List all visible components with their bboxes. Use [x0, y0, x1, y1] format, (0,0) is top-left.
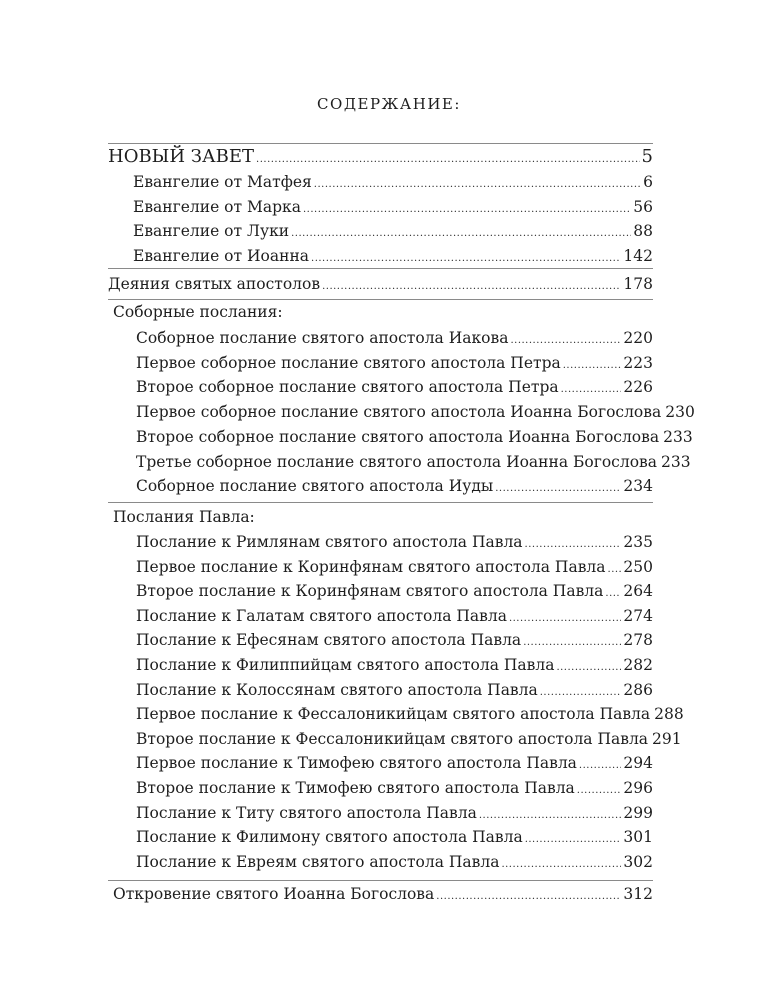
toc-entry [133, 173, 653, 191]
toc-entry-page: 274 [623, 606, 653, 625]
leader-dots [303, 204, 631, 215]
toc-entry [136, 729, 682, 748]
toc-entry-label: Первое послание к Коринфянам святого апостола Павла [136, 557, 606, 576]
toc-entry-page: 56 [633, 197, 653, 216]
toc-entry-label: Евангелие от Луки [133, 222, 290, 240]
leader-dots [291, 228, 631, 239]
toc-entry-page: 230 [665, 403, 695, 422]
separator [108, 268, 653, 269]
toc-entry-page: 278 [623, 631, 653, 650]
leader-dots [525, 539, 622, 550]
toc-entry-page: 142 [623, 246, 653, 265]
toc-entry [136, 582, 653, 600]
toc-entry-label: Откровение святого Иоанна Богослова [113, 885, 435, 903]
separator [108, 299, 653, 300]
toc-entry-label: Послание к Галатам святого апостола Павла [136, 606, 507, 625]
toc-entry-label: Соборное послание святого апостола Иуды [136, 477, 494, 496]
toc-entry-label: Третье соборное послание святого апостола Иоанна Богослова [136, 452, 657, 471]
leader-dots [523, 637, 621, 648]
toc-entry [136, 828, 653, 846]
toc-entry-label: Послание к Евреям святого апостола Павла [136, 852, 500, 871]
toc-entry-page: 299 [623, 803, 653, 822]
toc-entry [136, 329, 653, 347]
toc-entry-page: 302 [623, 852, 653, 871]
leader-dots [501, 859, 621, 870]
separator [108, 502, 653, 503]
toc-entry [133, 247, 653, 265]
toc-entry [136, 452, 691, 471]
toc-entry-label: Первое послание к Тимофею святого апостола Павла [136, 754, 577, 773]
toc-entry-page: 301 [623, 828, 653, 847]
toc-entry-label: Второе послание к Фессалоникийцам святого апостола Павла [136, 729, 649, 748]
toc-entry-label: Послание к Колоссянам святого апостола Павла [136, 680, 538, 699]
leader-dots [322, 281, 621, 292]
toc-entry [136, 354, 653, 372]
toc-entry-page: 288 [654, 705, 684, 724]
leader-dots [314, 179, 641, 190]
toc-entry-label: Послание к Титу святого апостола Павла [136, 803, 477, 822]
toc-entry-label: Евангелие от Иоанна [133, 246, 310, 265]
toc-entry-page: 282 [623, 656, 653, 674]
toc-entry-page: 88 [633, 222, 653, 240]
toc-entry-page: 250 [623, 557, 653, 576]
toc-entry-page: 226 [623, 378, 653, 397]
toc-entry-label: Второе соборное послание святого апостола Петра [136, 378, 559, 397]
toc-entry-label: Второе послание к Коринфянам святого апостола Павла [136, 582, 604, 601]
toc-entry [136, 477, 653, 495]
toc-entry-label: НОВЫЙ ЗАВЕТ [108, 146, 255, 167]
toc-entry [136, 779, 653, 797]
toc-entry [136, 656, 653, 674]
section-heading-catholic: Соборные послания: [113, 303, 283, 321]
toc-entry-page: 286 [623, 680, 653, 699]
toc-entry [136, 631, 653, 649]
toc-entry-page: 296 [623, 779, 653, 797]
toc-entry-page: 220 [623, 329, 653, 347]
separator [108, 880, 653, 881]
toc-entry-acts [108, 275, 653, 293]
toc-entry-label: Второе соборное послание святого апостола Иоанна Богослова [136, 427, 660, 446]
toc-entry [136, 378, 653, 396]
section-heading-pauline: Послания Павла: [113, 508, 255, 526]
toc-entry [136, 681, 653, 699]
leader-dots [561, 384, 622, 395]
toc-entry-page: 234 [623, 477, 653, 496]
leader-dots [563, 360, 622, 371]
toc-entry-page: 5 [641, 146, 653, 167]
leader-dots [509, 613, 621, 624]
toc-entry-page: 312 [623, 885, 653, 903]
toc-entry-label: Второе послание к Тимофею святого апостола Павла [136, 779, 575, 797]
leader-dots [436, 891, 621, 902]
page-title: СОДЕРЖАНИЕ: [317, 95, 461, 113]
toc-entry-label: Послание к Филиппийцам святого апостола Павла [136, 656, 555, 674]
toc-entry-label: Евангелие от Матфея [133, 173, 312, 191]
toc-entry-label: Первое соборное послание святого апостола Петра [136, 353, 561, 372]
toc-entry-label: Первое соборное послание святого апостола Иоанна Богослова [136, 403, 662, 422]
leader-dots [556, 662, 621, 673]
toc-entry [136, 705, 684, 724]
toc-entry-label: Первое послание к Фессалоникийцам святого апостола Павла [136, 705, 651, 724]
leader-dots [579, 760, 621, 771]
toc-entry-label: Деяния святых апостолов [108, 275, 321, 293]
toc-entry-revelation [113, 885, 653, 903]
leader-dots [495, 483, 621, 494]
leader-dots [540, 687, 622, 698]
toc-entry-page: 235 [623, 533, 653, 551]
toc-entry [133, 222, 653, 240]
toc-entry-page: 223 [623, 353, 653, 372]
toc-entry-page: 291 [652, 729, 682, 748]
toc-entry-page: 294 [623, 754, 653, 773]
toc-entry-label: Послание к Ефесянам святого апостола Павла [136, 631, 522, 650]
leader-dots [479, 810, 622, 821]
toc-entry-label: Соборное послание святого апостола Иакова [136, 329, 509, 347]
toc-entry [136, 754, 653, 772]
toc-entry-page: 233 [663, 427, 693, 446]
toc-entry [136, 558, 653, 576]
leader-dots [525, 834, 622, 845]
toc-entry-label: Послание к Римлянам святого апостола Павла [136, 533, 523, 551]
toc-entry [136, 607, 653, 625]
toc-entry-page: 6 [643, 173, 653, 191]
toc-entry [136, 804, 653, 822]
toc-entry-label: Послание к Филимону святого апостола Павла [136, 828, 523, 847]
leader-dots [577, 785, 622, 796]
toc-entry [136, 427, 693, 446]
toc-entry [133, 198, 653, 216]
toc-entry [136, 533, 653, 551]
toc-entry-new-testament [108, 146, 653, 167]
leader-dots [608, 564, 622, 575]
toc-entry [136, 403, 695, 422]
leader-dots [605, 588, 621, 599]
leader-dots [311, 253, 621, 264]
toc-entry-page: 178 [623, 275, 653, 293]
toc-entry [136, 853, 653, 871]
toc-entry-page: 233 [661, 452, 691, 471]
toc-entry-label: Евангелие от Марка [133, 197, 301, 216]
leader-dots [510, 335, 621, 346]
leader-dots [256, 154, 640, 165]
toc-entry-page: 264 [623, 582, 653, 601]
separator [108, 143, 653, 144]
